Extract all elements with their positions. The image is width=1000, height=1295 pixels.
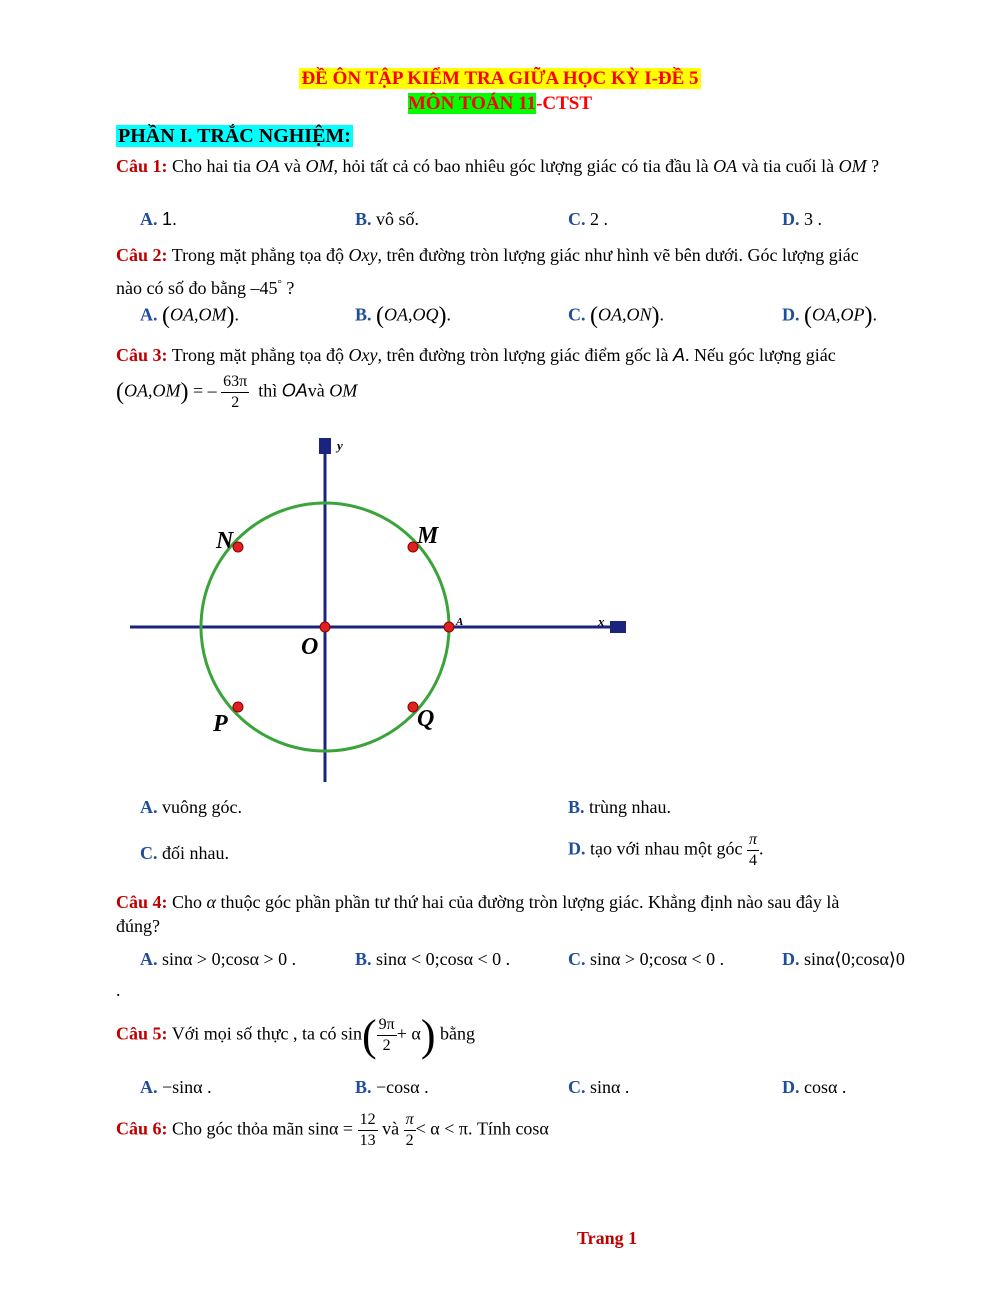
fraction-12-over-13: $\frac{12}{13}$: [359, 1111, 376, 1149]
q3-option-c[interactable]: C. đối nhau.: [140, 843, 229, 863]
q5-option-d[interactable]: D. cosα .: [782, 1077, 847, 1097]
exam-title: ĐỀ ÔN TẬP KIỂM TRA GIỮA HỌC KỲ I-ĐỀ 5: [301, 68, 699, 89]
question-label: Câu 2:: [116, 245, 168, 265]
unit-circle-figure: [120, 430, 640, 790]
label-a: A: [456, 616, 464, 628]
q3-option-d[interactable]: D. tạo với nhau một góc $\frac{\pi}{4}$ .: [568, 831, 764, 869]
question-3: Câu 3: Trong mặt phẳng tọa độ Oxy, trên đường tròn lượng giác điểm gốc là A. Nếu góc lượng giác: [116, 345, 836, 365]
q1-option-a[interactable]: A. 1.: [140, 209, 178, 229]
x-axis-end-marker: [610, 621, 626, 633]
subject-title: MÔN TOÁN 11: [407, 93, 537, 114]
q5-option-b[interactable]: B. −cosα .: [355, 1077, 429, 1097]
fraction-pi-over-4: $\frac{\pi}{4}$: [749, 831, 758, 869]
label-q: Q: [417, 706, 435, 732]
question-label: Câu 6:: [116, 1118, 168, 1139]
q5-option-a[interactable]: A. −sinα .: [140, 1077, 212, 1097]
label-m: M: [417, 523, 439, 549]
q3-option-b[interactable]: B. trùng nhau.: [568, 797, 671, 817]
y-axis-label: y: [337, 438, 343, 453]
q2-option-a[interactable]: A. (OA,OM).: [140, 303, 239, 329]
q4-option-b[interactable]: B. sinα < 0;cosα < 0 .: [355, 949, 511, 969]
label-p: P: [213, 711, 228, 737]
q2-option-c[interactable]: C. (OA,ON).: [568, 303, 664, 329]
q5-option-c[interactable]: C. sinα .: [568, 1077, 630, 1097]
point-a: [444, 622, 454, 632]
q4-option-a[interactable]: A. sinα > 0;cosα > 0 .: [140, 949, 297, 969]
question-6: Câu 6: Cho góc thỏa mãn sinα = $\frac{12}{13}$ và $\frac{\pi}{2}$ < α < π. Tính cosα: [116, 1111, 549, 1149]
q2-option-b[interactable]: B. (OA,OQ).: [355, 303, 452, 329]
question-1: Câu 1: Cho hai tia OA và OM, hỏi tất cả có bao nhiêu góc lượng giác có tia đầu là OA và tia cuối là OM ?: [116, 156, 880, 176]
fraction-63pi-over-2: $\frac{63\pi}{2}$: [223, 373, 248, 411]
q4-option-d[interactable]: D. sinα⟨0;cosα⟩0: [782, 949, 905, 969]
q2-option-d[interactable]: D. (OA,OP).: [782, 303, 877, 329]
question-label: Câu 4:: [116, 892, 168, 912]
y-axis-end-marker: [319, 438, 331, 454]
point-n: [233, 542, 243, 552]
question-4: Câu 4: Cho α thuộc góc phần phần tư thứ hai của đường tròn lượng giác. Khẳng định nào sau đây là đúng?: [116, 892, 840, 936]
point-o: [320, 622, 330, 632]
q1-option-c[interactable]: C. 2 .: [568, 209, 608, 229]
question-label: Câu 3:: [116, 345, 168, 365]
q1-option-b[interactable]: B. vô số.: [355, 209, 420, 229]
origin-label: O: [301, 634, 319, 660]
title-line-1: [0, 68, 1000, 90]
q3-option-a[interactable]: A. vuông góc.: [140, 797, 242, 817]
q4-option-c[interactable]: C. sinα > 0;cosα < 0 .: [568, 949, 725, 969]
question-2: Câu 2: Trong mặt phẳng tọa độ Oxy, trên đường tròn lượng giác như hình vẽ bên dưới. Góc lượng giác nào có số đo bằng –45° ?: [116, 245, 859, 298]
question-label: Câu 5:: [116, 1023, 168, 1044]
section-heading: PHẦN I. TRẮC NGHIỆM:: [118, 125, 351, 147]
fraction-pi-over-2: $\frac{\pi}{2}$: [405, 1111, 414, 1149]
q4-trailing-dot: .: [116, 980, 121, 1000]
question-label: Câu 1:: [116, 156, 168, 176]
question-3-formula: (OA,OM) = – $\frac{63\pi}{2}$ thì OAvà OM: [116, 373, 358, 411]
x-axis-label: x: [598, 614, 605, 629]
title-line-2: [0, 93, 1000, 115]
fraction-9pi-over-2: $\frac{9\pi}{2}$: [378, 1016, 395, 1054]
point-p: [233, 702, 243, 712]
page-number: Trang 1: [577, 1228, 638, 1248]
label-n: N: [216, 528, 234, 554]
q1-option-d[interactable]: D. 3 .: [782, 209, 822, 229]
question-5: Câu 5: Với mọi số thực , ta có sin( $\frac{9\pi}{2}$ + α) bằng: [116, 1011, 475, 1060]
subject-suffix: -CTST: [536, 93, 593, 114]
